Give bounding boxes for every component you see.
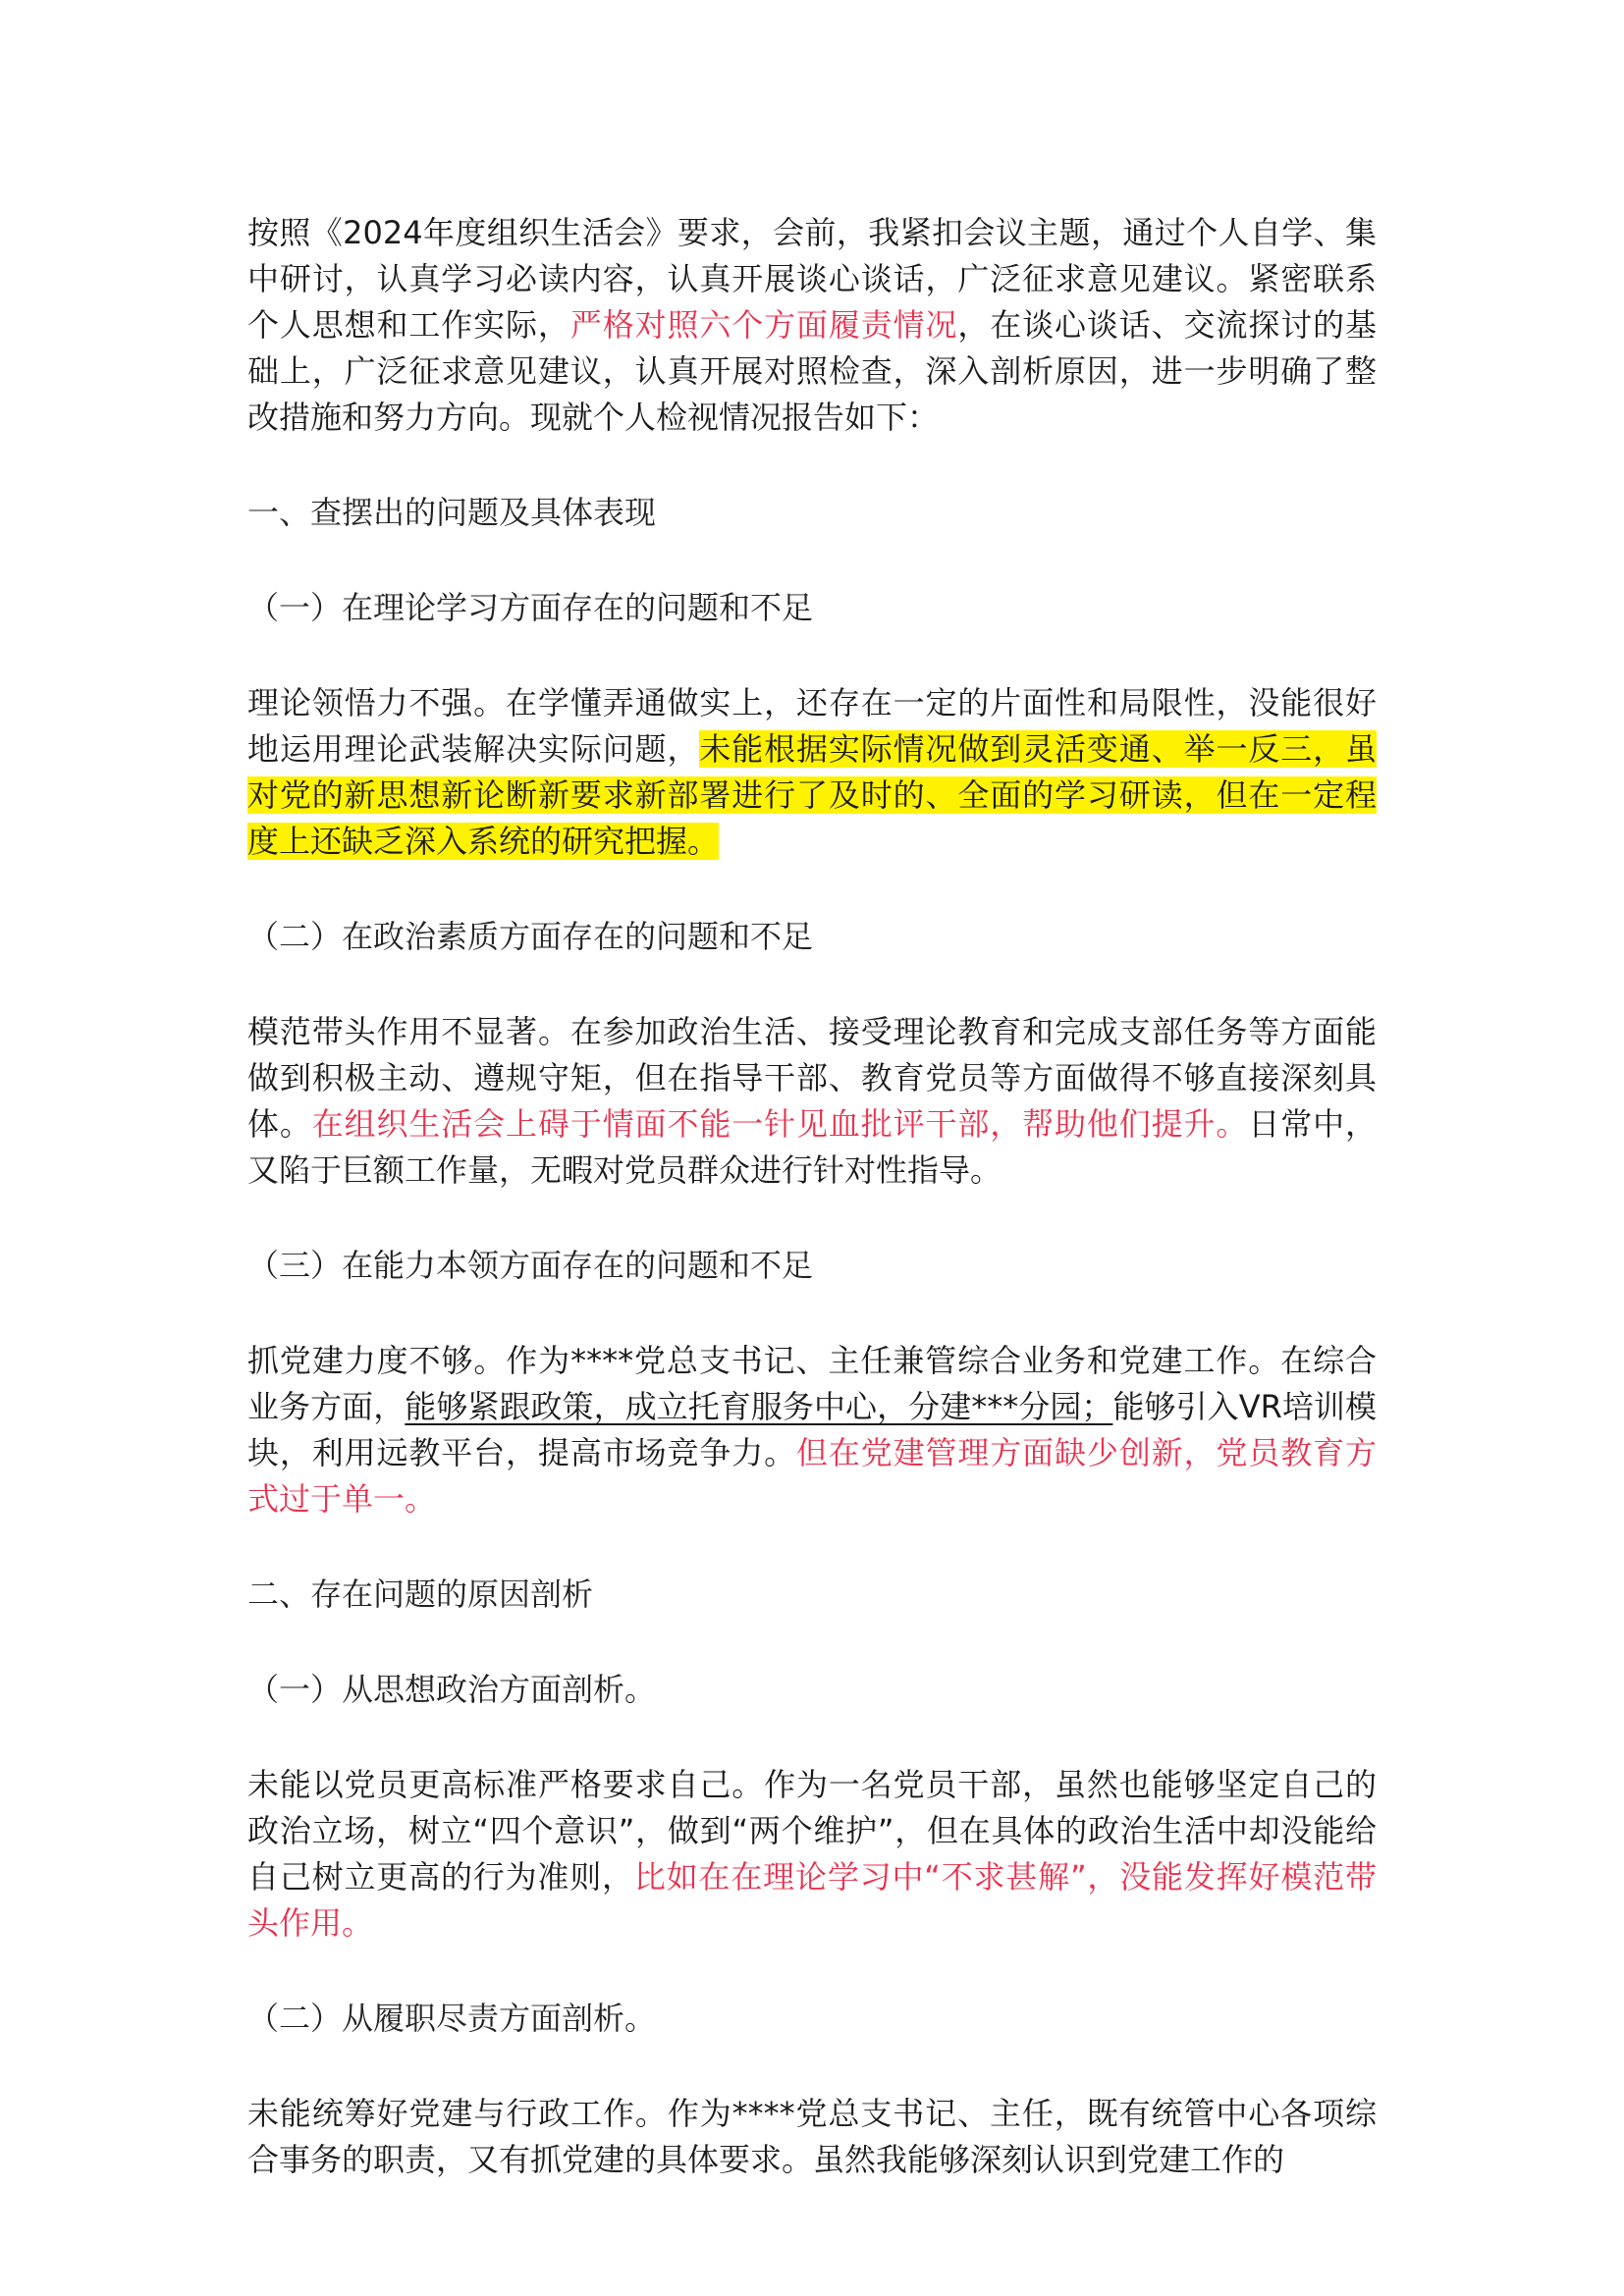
section1-heading: 一、查摆出的问题及具体表现	[247, 494, 657, 531]
section1-sub3-red: 但在党建管理方面缺少创新，党员教育方式过于单一。	[247, 1434, 1377, 1518]
section1-sub3-underline: 能够紧跟政策，成立托育服务中心，分建***分园；	[405, 1388, 1113, 1425]
section1-sub2-text2: 日常中，又陷于巨额工作量，无暇对党员群众进行针对性指导。	[247, 1105, 1377, 1189]
section2-sub1-red: 比如在在理论学习中“不求甚解”，没能发挥好模范带头作用。	[247, 1858, 1377, 1942]
section2-sub2-text: 未能统筹好党建与行政工作。作为****党总支书记、主任，既有统管中心各项综合事务的职责，又有抓党建的具体要求。虽然我能够深刻认识到党建工作的	[247, 2095, 1377, 2178]
intro-text-part2: ，在谈心谈话、交流探讨的基础上，广泛征求意见建议，认真开展对照检查，深入剖析原因，进一步明确了整改措施和努力方向。现就个人检视情况报告如下：	[247, 306, 1377, 436]
section2-sub1-text: 未能以党员更高标准严格要求自己。作为一名党员干部，虽然也能够坚定自己的政治立场，树立“四个意识”，做到“两个维护”，但在具体的政治生活中却没能给自己树立更高的行为准则，	[247, 1766, 1377, 1896]
section1-sub3-paragraph	[247, 1338, 1377, 1522]
section1-sub2-red: 在组织生活会上碍于情面不能一针见血批评干部，帮助他们提升。	[311, 1105, 1249, 1143]
section1-sub1-text: 理论领悟力不强。在学懂弄通做实上，还存在一定的片面性和局限性，没能很好地运用理论武装解决实际问题，	[247, 684, 1377, 768]
document-body	[247, 210, 1377, 2232]
intro-red-text: 严格对照六个方面履责情况	[569, 306, 958, 344]
section2-heading: 二、存在问题的原因剖析	[247, 1575, 594, 1613]
intro-paragraph	[247, 210, 1377, 441]
section2-sub1-heading: （一）从思想政治方面剖析。	[247, 1671, 657, 1708]
section1-sub3-text2: 能够引入VR培训模块，利用远教平台，提高市场竞争力。	[247, 1388, 1377, 1471]
section2-sub2-heading: （二）从履职尽责方面剖析。	[247, 2000, 657, 2037]
section1-sub3-heading: （三）在能力本领方面存在的问题和不足	[247, 1247, 814, 1284]
intro-text-part1: 按照《2024年度组织生活会》要求，会前，我紧扣会议主题，通过个人自学、集中研讨，认真学习必读内容，认真开展谈心谈话，广泛征求意见建议。紧密联系个人思想和工作实际，	[247, 214, 1377, 344]
section2-sub1-paragraph	[247, 1762, 1377, 1947]
section1-sub1-heading: （一）在理论学习方面存在的问题和不足	[247, 589, 814, 626]
section1-sub2-text1: 模范带头作用不显著。在参加政治生活、接受理论教育和完成支部任务等方面能做到积极主动、遵规守矩，但在指导干部、教育党员等方面做得不够直接深刻具体。	[247, 1013, 1377, 1143]
section2-sub2-paragraph	[247, 2091, 1377, 2183]
section1-sub1-paragraph	[247, 680, 1377, 865]
section1-sub2-paragraph	[247, 1009, 1377, 1194]
section1-sub3-text1: 抓党建力度不够。作为****党总支书记、主任兼管综合业务和党建工作。在综合业务方面，	[247, 1342, 1377, 1425]
section1-sub2-heading: （二）在政治素质方面存在的问题和不足	[247, 918, 814, 955]
section1-sub1-highlight: 未能根据实际情况做到灵活变通、举一反三，虽对党的新思想新论断新要求新部署进行了及时的、全面的学习研读，但在一定程度上还缺乏深入系统的研究把握。	[247, 730, 1377, 860]
